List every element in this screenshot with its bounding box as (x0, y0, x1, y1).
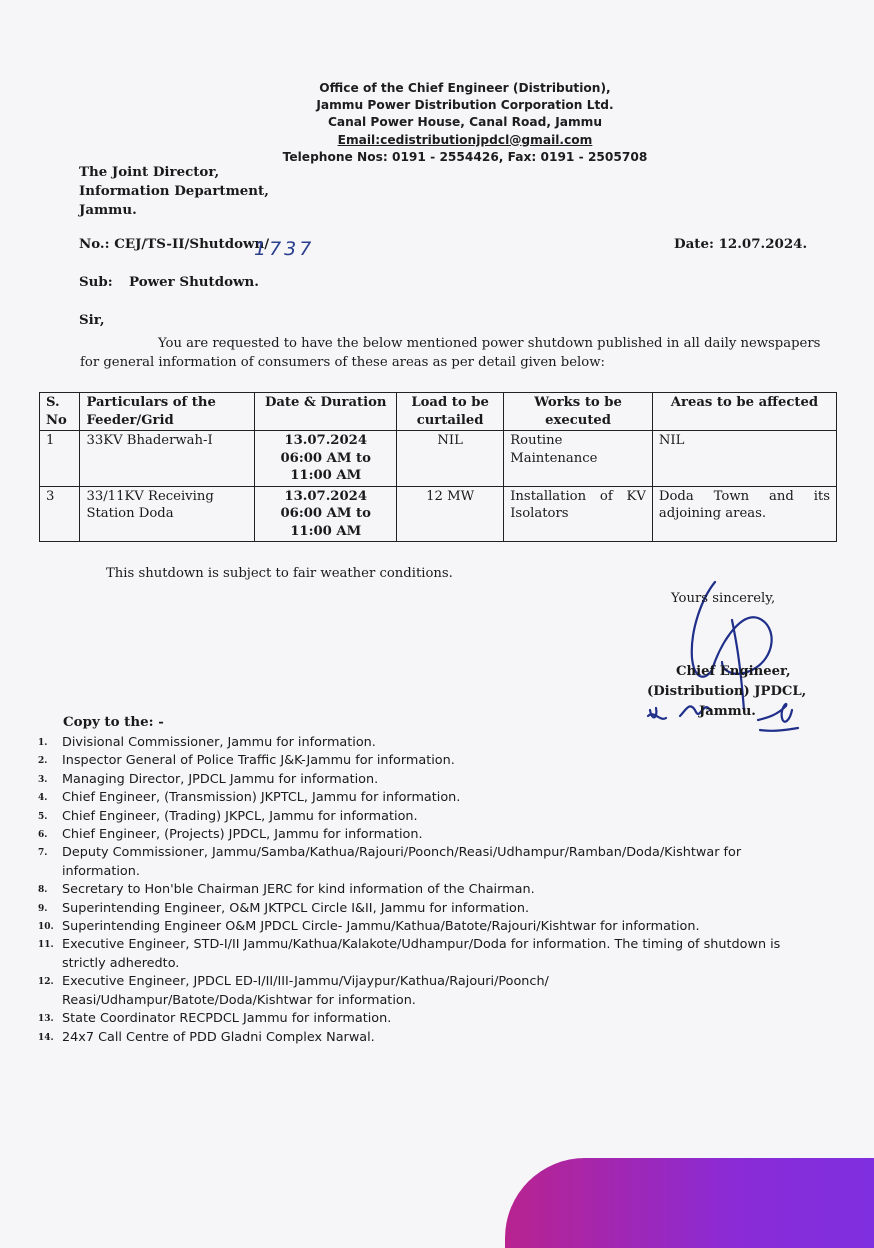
header-areas: Areas to be affected (652, 393, 836, 431)
corporation-name: Jammu Power Distribution Corporation Ltd. (316, 98, 614, 113)
salutation: Sir, (79, 312, 105, 328)
designation-line-3: Jammu. (699, 704, 756, 719)
row-areas: NIL (652, 431, 836, 487)
body-paragraph (80, 334, 825, 372)
shutdown-table (39, 392, 837, 542)
list-item: 13. State Coordinator RECPDCL Jammu for information. (38, 1011, 392, 1027)
row-date: 13.07.2024 (284, 488, 368, 504)
reference-number-label: No.: CEJ/TS-II/Shutdown/ (79, 236, 270, 252)
list-item: 9. Superintending Engineer, O&M JKTPCL Circle I&II, Jammu for information. (38, 900, 530, 916)
subject-label: Sub: (79, 274, 113, 290)
copy-to-list (38, 734, 798, 1047)
list-item: 5. Chief Engineer, (Trading) JKPCL, Jammu for information. (38, 808, 418, 824)
row-works: Installation of KV Isolators (504, 486, 653, 542)
list-item: 11. Executive Engineer, STD-I/II Jammu/Kathua/Kalakote/Udhampur/Doda for information. The timing of shutdown is strictly adheredto. (38, 937, 781, 971)
row-time-end: 11:00 AM (290, 468, 362, 483)
copy-to-title: Copy to the: - (63, 714, 164, 730)
list-item: 7. Deputy Commissioner, Jammu/Samba/Kathua/Rajouri/Poonch/Reasi/Udhampur/Ramban/Doda/Kishtwar for information. (38, 845, 742, 879)
sign-off: Yours sincerely, (671, 591, 776, 606)
row-load: NIL (397, 431, 504, 487)
row-date: 13.07.2024 (284, 433, 368, 448)
list-item: 10. Superintending Engineer O&M JPDCL Circle- Jammu/Kathua/Batote/Rajouri/Kishtwar for information. (38, 919, 700, 935)
addressee-line-3: Jammu. (79, 202, 137, 218)
weather-note: This shutdown is subject to fair weather conditions. (106, 566, 453, 581)
designation-line-2: (Distribution) JPDCL, (647, 684, 807, 699)
reference-number (79, 236, 269, 252)
row-time-end: 11:00 AM (290, 523, 362, 539)
addressee-line-1: The Joint Director, (79, 164, 220, 180)
header-works: Works to be executed (504, 393, 653, 431)
list-item: 14. 24x7 Call Centre of PDD Gladni Complex Narwal. (38, 1029, 375, 1045)
decorative-banner (505, 1158, 874, 1248)
addressee-block (79, 163, 269, 220)
list-item: 6. Chief Engineer, (Projects) JPDCL, Jammu for information. (38, 827, 423, 843)
body-text: You are requested to have the below mentioned power shutdown published in all daily newspapers for general information of consumers of these areas as per detail given below: (80, 336, 821, 370)
list-item: 1. Divisional Commissioner, Jammu for information. (38, 735, 376, 750)
row-date-duration (255, 486, 397, 542)
designation-line-1: Chief Engineer, (676, 664, 791, 679)
table-row (40, 486, 837, 542)
list-item: 12. Executive Engineer, JPDCL ED-I/II/III-Jammu/Vijaypur/Kathua/Rajouri/Poonch/ Reasi/Udhampur/Batote/Doda/Kishtwar for information. (38, 974, 549, 1008)
row-areas: Doda Town and its adjoining areas. (652, 486, 836, 542)
table-header-row (40, 393, 837, 431)
office-name: Office of the Chief Engineer (Distribution), (319, 81, 611, 95)
table-row (40, 431, 837, 487)
email-link[interactable]: Email:cedistributionjpdcl@gmail.com (337, 132, 593, 147)
row-load: 12 MW (397, 486, 504, 542)
addressee-line-2: Information Department, (79, 183, 269, 199)
header-feeder: Particulars of the Feeder/Grid (80, 393, 255, 431)
row-date-duration (255, 431, 397, 487)
header-date-duration: Date & Duration (255, 393, 397, 431)
subject-text: Power Shutdown. (129, 274, 259, 290)
row-time-start: 06:00 AM to (280, 450, 371, 466)
row-time-start: 06:00 AM to (280, 506, 371, 521)
header-sno: S. No (40, 393, 80, 431)
row-feeder: 33KV Bhaderwah-I (80, 431, 255, 487)
row-works: Routine Maintenance (504, 431, 653, 487)
row-sno: 1 (40, 431, 80, 487)
letter-date: Date: 12.07.2024. (674, 236, 808, 252)
list-item: 2. Inspector General of Police Traffic J&K-Jammu for information. (38, 753, 455, 769)
telephone-fax: Telephone Nos: 0191 - 2554426, Fax: 0191 - 2505708 (282, 149, 648, 164)
header-load: Load to be curtailed (397, 393, 504, 431)
office-address: Canal Power House, Canal Road, Jammu (327, 115, 603, 130)
handwritten-number-text: 1737 (254, 238, 315, 260)
list-item: 8. Secretary to Hon'ble Chairman JERC for kind information of the Chairman. (38, 882, 535, 898)
handwritten-number (252, 236, 332, 262)
list-item: 4. Chief Engineer, (Transmission) JKPTCL, Jammu for information. (38, 790, 461, 806)
row-feeder: 33/11KV Receiving Station Doda (80, 486, 255, 542)
row-sno: 3 (40, 486, 80, 542)
list-item: 3. Managing Director, JPDCL Jammu for information. (38, 771, 379, 787)
letterhead (250, 80, 680, 166)
